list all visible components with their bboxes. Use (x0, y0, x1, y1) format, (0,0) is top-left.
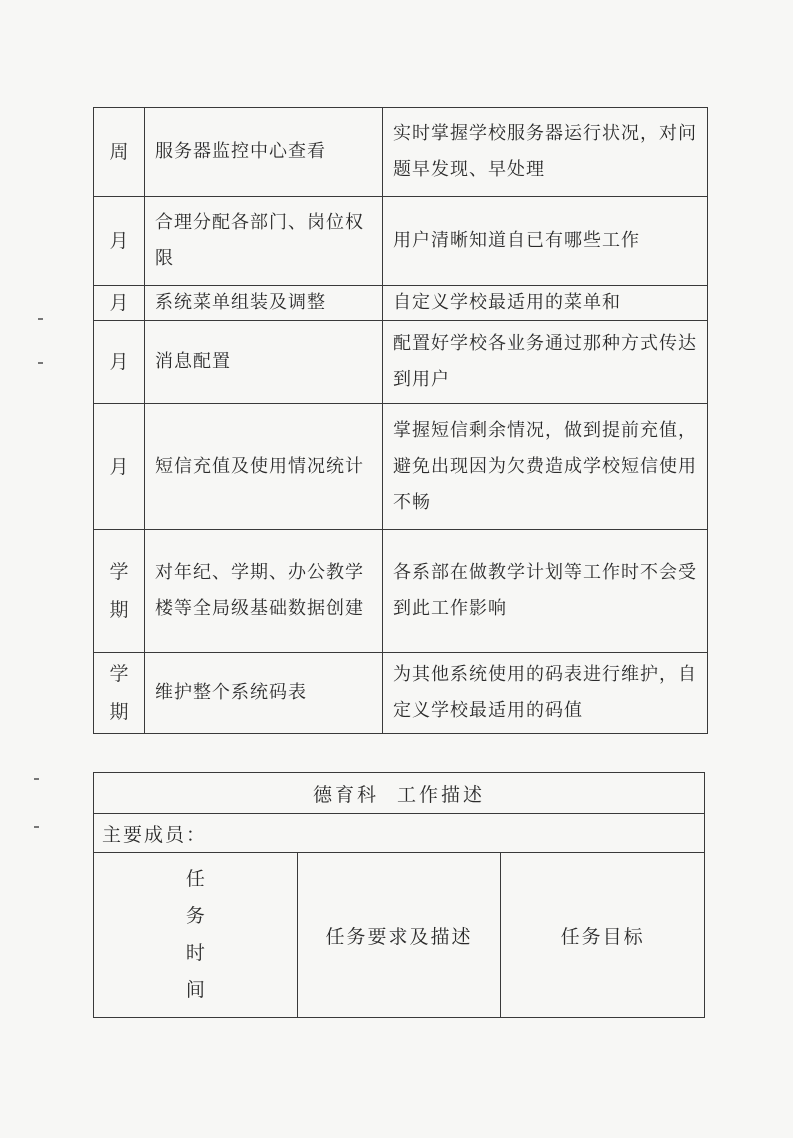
table-row (94, 197, 708, 286)
task-cell: 合理分配各部门、岗位权限 (145, 197, 383, 286)
margin-mark (34, 826, 39, 828)
task-cell: 短信充值及使用情况统计 (145, 404, 383, 530)
frequency-cell (94, 653, 145, 734)
table-row (94, 773, 705, 814)
table-row (94, 653, 708, 734)
task-cell: 系统菜单组装及调整 (145, 286, 383, 321)
task-cell: 消息配置 (145, 321, 383, 404)
margin-mark (38, 318, 43, 320)
members-label: 主要成员： (94, 814, 705, 853)
frequency-char: 学 (109, 561, 129, 583)
task-goal-header: 任务目标 (501, 853, 705, 1018)
table-row (94, 814, 705, 853)
moral-education-table (93, 772, 705, 1018)
schedule-table (93, 107, 708, 734)
margin-mark (34, 778, 39, 780)
task-requirements-header: 任务要求及描述 (297, 853, 501, 1018)
goal-cell: 为其他系统使用的码表进行维护，自定义学校最适用的码值 (383, 653, 708, 734)
table-row (94, 108, 708, 197)
table-row (94, 530, 708, 653)
goal-cell: 配置好学校各业务通过那种方式传达到用户 (383, 321, 708, 404)
goal-cell: 自定义学校最适用的菜单和 (383, 286, 708, 321)
frequency-char: 学 (109, 663, 129, 685)
goal-cell: 实时掌握学校服务器运行状况，对问题早发现、早处理 (383, 108, 708, 197)
frequency-cell (94, 530, 145, 653)
frequency-cell: 月 (94, 321, 145, 404)
frequency-char: 期 (109, 599, 129, 621)
frequency-cell: 周 (94, 108, 145, 197)
task-time-header: 任 务 时 间 (94, 853, 298, 1018)
goal-cell: 用户清晰知道自已有哪些工作 (383, 197, 708, 286)
table-row (94, 286, 708, 321)
table-row (94, 853, 705, 1018)
frequency-cell: 月 (94, 286, 145, 321)
task-cell: 服务器监控中心查看 (145, 108, 383, 197)
frequency-cell: 月 (94, 197, 145, 286)
table-row (94, 404, 708, 530)
task-cell: 对年纪、学期、办公教学楼等全局级基础数据创建 (145, 530, 383, 653)
table-row (94, 321, 708, 404)
frequency-cell: 月 (94, 404, 145, 530)
section-title: 德育科 工作描述 (94, 773, 705, 814)
goal-cell: 掌握短信剩余情况，做到提前充值，避免出现因为欠费造成学校短信使用不畅 (383, 404, 708, 530)
margin-mark (38, 362, 43, 364)
goal-cell: 各系部在做教学计划等工作时不会受到此工作影响 (383, 530, 708, 653)
frequency-char: 期 (109, 701, 129, 723)
task-cell: 维护整个系统码表 (145, 653, 383, 734)
